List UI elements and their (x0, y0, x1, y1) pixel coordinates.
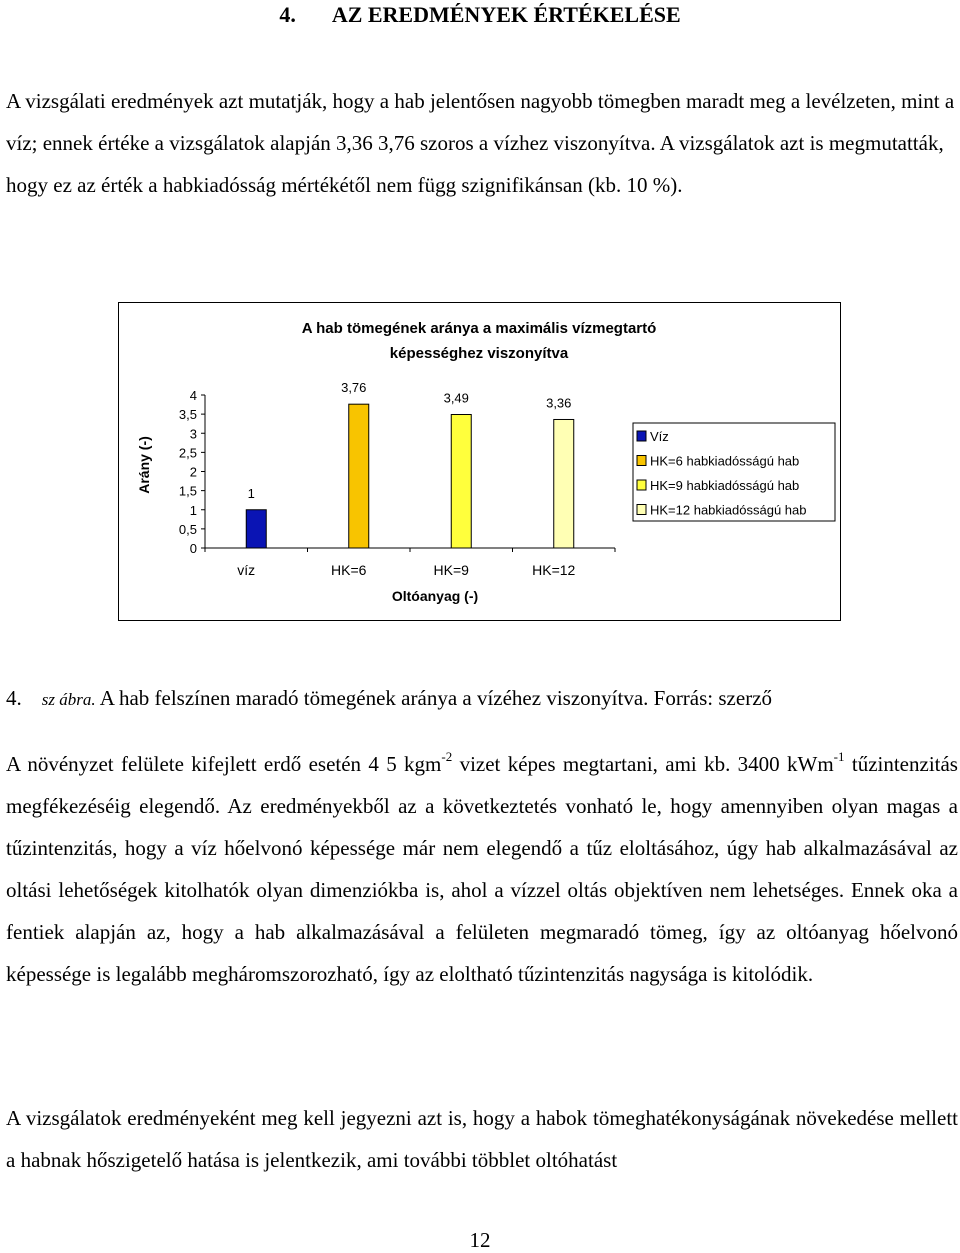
figure-number: 4. (6, 686, 22, 710)
section-number: 4. (279, 2, 296, 27)
chart-title-line2: képességhez viszonyítva (389, 345, 569, 362)
y-tick-label: 0,5 (178, 521, 197, 537)
y-tick-label: 0 (189, 541, 197, 556)
legend-swatch-3 (637, 505, 646, 515)
paragraph-vegetation-part3: tűzintenzitás megfékezéséig elegendő. Az eredményekből az a következtetés vonható le, hogy amennyiben olyan magas a tűzintenzitás, hogy a víz hőelvonó képessége már nem elegendő a tűz eloltásához, úgy hab alkalmazásával az oltási lehetőségek kitolhatók olyan dimenziókba is, ahol a vízzel oltás objektíven nem lehetséges. Ennek oka a fentiek alapján az, hogy a hab alkalmazásával a felületen megmaradó tömeg, így az oltóanyag hőelvonó képessége is legalább megháromszorozható, így az eloltható tűzintenzitás nagysága is kitolódik. (6, 752, 958, 986)
figure-caption-text: A hab felszínen maradó tömegének aránya a vízéhez viszonyítva. Forrás: szerző (99, 686, 773, 710)
x-category-label-0: víz (237, 562, 256, 578)
paragraph-vegetation (6, 743, 958, 995)
data-label-1: 3,76 (341, 380, 367, 396)
paragraph-vegetation-part2: vizet képes megtartani, ami kb. 3400 kWm (452, 752, 834, 776)
y-axis-label: Arány (-) (136, 436, 152, 494)
y-tick-label: 4 (189, 388, 197, 403)
legend-swatch-2 (637, 480, 646, 490)
paragraph-insulation: A vizsgálatok eredményeként meg kell jegyezni azt is, hogy a habok tömeghatékonyságának növekedése mellett a habnak hőszigetelő hatása is jelentkezik, ami további többlet oltóhatást (6, 1106, 958, 1172)
unit-exponent-1: -2 (441, 749, 453, 764)
y-tick-label: 1,5 (178, 483, 197, 499)
legend-label-2: HK=9 habkiadósságú hab (650, 478, 800, 493)
data-label-3: 3,36 (546, 395, 572, 411)
legend-label-1: HK=6 habkiadósságú hab (650, 453, 800, 469)
bar-2 (451, 415, 471, 548)
section-heading (0, 2, 960, 28)
data-label-2: 3,49 (443, 390, 469, 406)
figure-abbreviation: sz ábra. (41, 690, 96, 709)
legend-label-3: HK=12 habkiadósságú hab (650, 502, 807, 518)
paragraph-results: A vizsgálati eredmények azt mutatják, hogy a hab jelentősen nagyobb tömegben maradt meg a levélzeten, mint a víz; ennek értéke a vizsgálatok alapján 3,36 3,76 szoros a vízhez viszonyítva. A vizsgálatok azt is megmutatták, hogy ez az érték a habkiadósság mértékétől nem függ szignifikánsan (kb. 10 %). (6, 89, 955, 197)
x-axis-label: Oltóanyag (-) (391, 588, 479, 604)
legend-label-0: Víz (650, 429, 669, 444)
y-tick-label: 3,5 (178, 407, 197, 423)
x-category-label-2: HK=9 (433, 562, 469, 578)
chart-title (302, 320, 657, 362)
bar-3 (554, 419, 574, 548)
x-category-label-3: HK=12 (532, 562, 576, 578)
unit-exponent-2: -1 (833, 749, 845, 764)
bar-chart (119, 303, 842, 622)
y-tick-label: 2,5 (178, 445, 197, 461)
chart-figure (118, 302, 841, 621)
section-title: AZ EREDMÉNYEK ÉRTÉKELÉSE (331, 2, 681, 27)
chart-title-line1: A hab tömegének aránya a maximális vízmegtartó (301, 320, 657, 337)
bar-0 (246, 510, 266, 548)
data-label-0: 1 (247, 485, 255, 501)
bar-1 (349, 404, 369, 548)
y-tick-label: 3 (189, 426, 197, 442)
page-number: 12 (469, 1228, 491, 1252)
legend-swatch-0 (637, 431, 646, 441)
legend-swatch-1 (637, 456, 646, 466)
y-tick-label: 2 (189, 464, 197, 480)
figure-caption (6, 677, 958, 721)
x-category-label-1: HK=6 (331, 562, 367, 578)
y-tick-label: 1 (189, 502, 197, 518)
paragraph-vegetation-part1: A növényzet felülete kifejlett erdő esetén 4 5 kgm (6, 752, 442, 776)
